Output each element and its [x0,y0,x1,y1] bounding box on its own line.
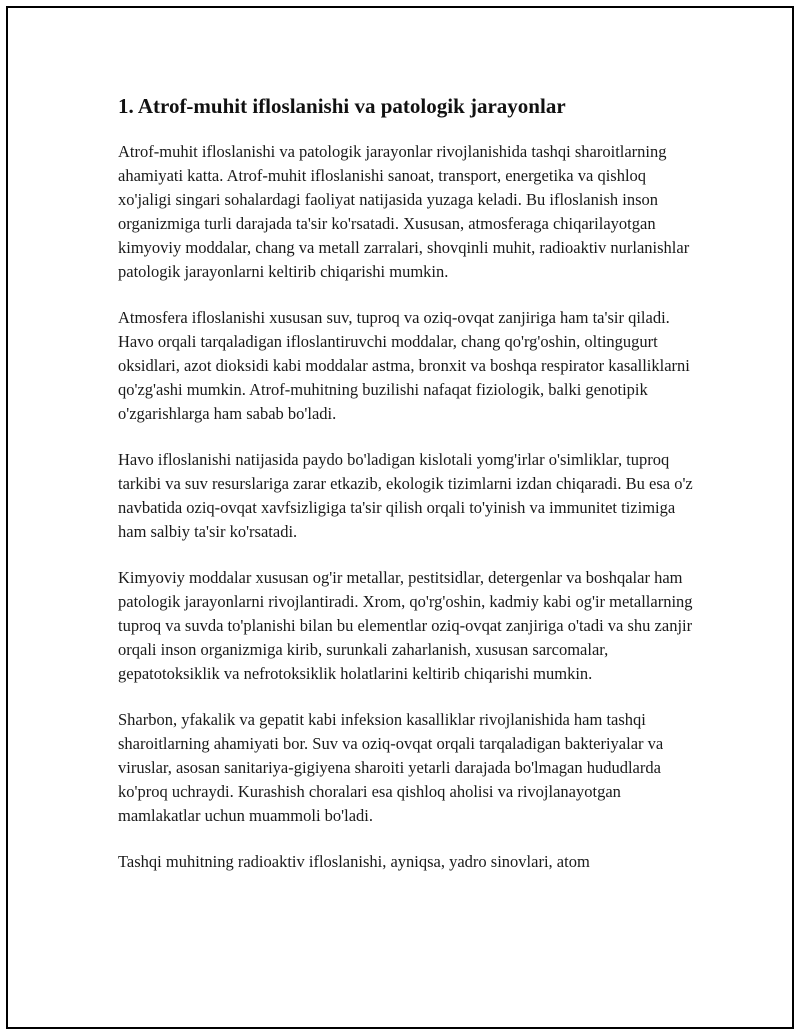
paragraph-5: Sharbon, yfakalik va gepatit kabi infeksion kasalliklar rivojlanishida ham tashqi sharoitlarning ahamiyati bor. Suv va oziq-ovqat orqali tarqaladigan bakteriyalar va viruslar, asosan sanitariya-gigiyena sharoiti yetarli darajada bo'lmagan hududlarda ko'proq uchraydi. Kurashish choralari esa qishloq aholisi va rivojlanayotgan mamlakatlar uchun muammoli bo'ladi. [118,710,664,825]
paragraph-6: Tashqi muhitning radioaktiv ifloslanishi, ayniqsa, yadro sinovlari, atom [118,852,590,871]
paragraph-4: Kimyoviy moddalar xususan og'ir metallar, pestitsidlar, detergenlar va boshqalar ham patologik jarayonlarni rivojlantiradi. Xrom, qo'rg'oshin, kadmiy kabi og'ir metallarning tuproq va suvda to'planishi bilan bu elementlar oziq-ovqat zanjiriga o'tadi va shu zanjir orqali inson organizmiga kirib, surunkali zaharlanish, xususan sarcomalar, gepatotoksiklik va nefrotoksiklik holatlarini keltirib chiqarishi mumkin. [118,568,693,683]
paragraph-1: Atrof-muhit ifloslanishi va patologik jarayonlar rivojlanishida tashqi sharoitlarning ahamiyati katta. Atrof-muhit ifloslanishi sanoat, transport, energetika va qishloq xo'jaligi singari sohalardagi faoliyat natijasida yuzaga keladi. Bu ifloslanish inson organizmiga turli darajada ta'sir ko'rsatadi. Xususan, atmosferaga chiqarilayotgan kimyoviy moddalar, chang va metall zarralari, shovqinli muhit, radioaktiv nurlanishlar patologik jarayonlarni keltirib chiqarishi mumkin. [118,142,690,281]
paragraph-3: Havo ifloslanishi natijasida paydo bo'ladigan kislotali yomg'irlar o'simliklar, tuproq tarkibi va suv resurslariga zarar etkazib, ekologik tizimlarni izdan chiqaradi. Bu esa o'z navbatida oziq-ovqat xavfsizligiga ta'sir qilish orqali to'yinish va immunitet tizimiga ham salbiy ta'sir ko'rsatadi. [118,450,693,541]
document-body [118,92,693,896]
paragraph-2: Atmosfera ifloslanishi xususan suv, tuproq va oziq-ovqat zanjiriga ham ta'sir qiladi. Havo orqali tarqaladigan ifloslantiruvchi moddalar, chang qo'rg'oshin, oltingugurt oksidlari, azot dioksidi kabi moddalar astma, bronxit va boshqa respirator kasalliklarni qo'zg'ashi mumkin. Atrof-muhitning buzilishi nafaqat fiziologik, balki genotipik o'zgarishlarga ham sabab bo'ladi. [118,308,690,423]
section-heading: 1. Atrof-muhit ifloslanishi va patologik jarayonlar [118,94,566,118]
